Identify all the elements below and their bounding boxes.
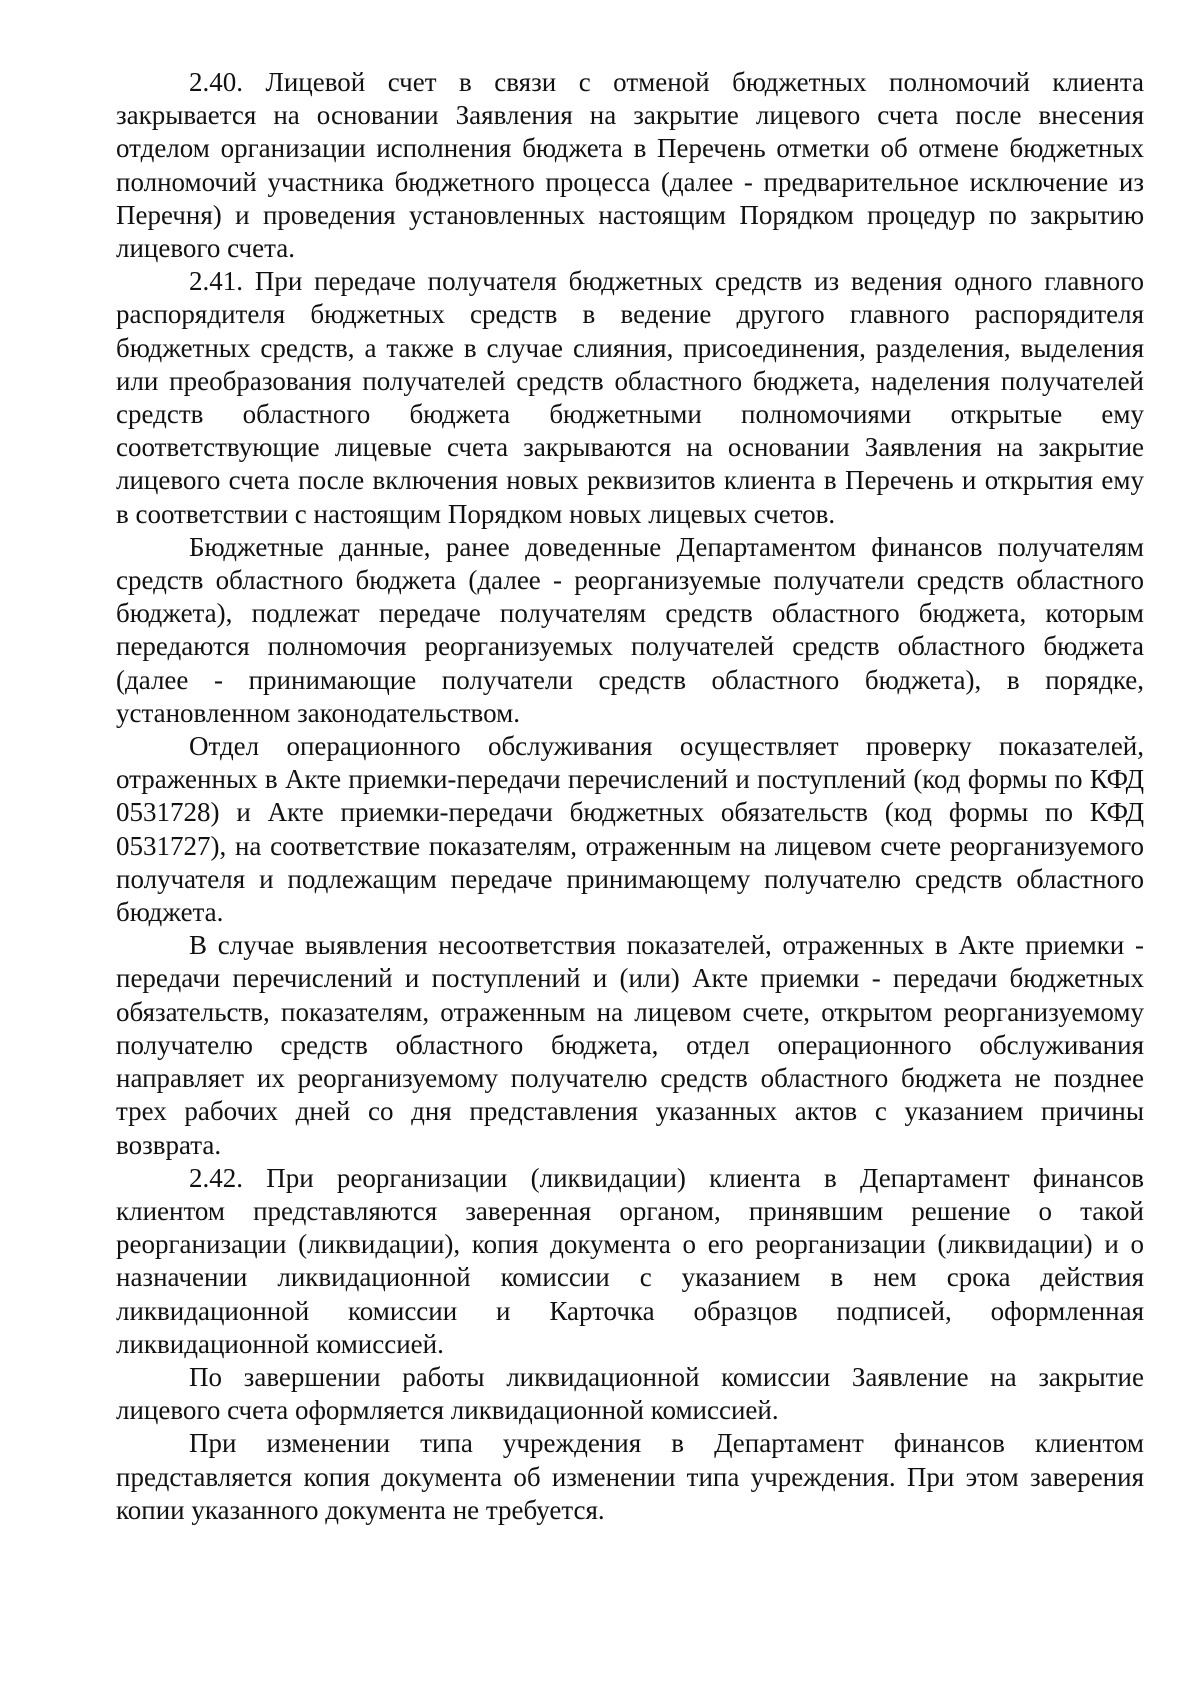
paragraph-2-41: 2.41. При передаче получателя бюджетных средств из ведения одного главного распорядителя бюджетных средств в ведение другого главного распорядителя бюджетных средств, а также в случае слияния, присоединения, разделения, выделения или преобразования получателей средств областного бюджета, наделения получателей средств областного бюджета бюджетными полномочиями открытые ему соответствующие лицевые счета закрываются на основании Заявления на закрытие лицевого счета после включения новых реквизитов клиента в Перечень и открытия ему в соответствии с настоящим Порядком новых лицевых счетов. — [116, 266, 1144, 529]
paragraph-2-40: 2.40. Лицевой счет в связи с отменой бюджетных полномочий клиента закрывается на основании Заявления на закрытие лицевого счета после внесения отделом организации исполнения бюджета в Перечень отметки об отмене бюджетных полномочий участника бюджетного процесса (далее - предварительное исключение из Перечня) и проведения установленных настоящим Порядком процедур по закрытию лицевого счета. — [116, 67, 1144, 264]
paragraph-2-42: 2.42. При реорганизации (ликвидации) клиента в Департамент финансов клиентом представляются заверенная органом, принявшим решение о такой реорганизации (ликвидации), копия документа о его реорганизации (ликвидации) и о назначении ликвидационной комиссии с указанием в нем срока действия ликвидационной комиссии и Карточка образцов подписей, оформленная ликвидационной комиссией. — [116, 1162, 1144, 1359]
paragraph-liquidation-completion: По завершении работы ликвидационной комиссии Заявление на закрытие лицевого счета оформляется ликвидационной комиссией. — [116, 1361, 1144, 1426]
document-body — [116, 66, 1144, 1527]
paragraph-mismatch: В случае выявления несоответствия показателей, отраженных в Акте приемки - передачи перечислений и поступлений и (или) Акте приемки - передачи бюджетных обязательств, показателям, отраженным на лицевом счете, открытом реорганизуемому получателю средств областного бюджета, отдел операционного обслуживания направляет их реорганизуемому получателю средств областного бюджета не позднее трех рабочих дней со дня представления указанных актов с указанием причины возврата. — [116, 930, 1144, 1160]
paragraph-institution-type-change: При изменении типа учреждения в Департамент финансов клиентом представляется копия документа об изменении типа учреждения. При этом заверения копии указанного документа не требуется. — [116, 1428, 1144, 1525]
paragraph-budget-data: Бюджетные данные, ранее доведенные Департаментом финансов получателям средств областного бюджета (далее - реорганизуемые получатели средств областного бюджета), подлежат передаче получателям средств областного бюджета, которым передаются полномочия реорганизуемых получателей средств областного бюджета (далее - принимающие получатели средств областного бюджета), в порядке, установленном законодательством. — [116, 531, 1144, 728]
paragraph-operational-check: Отдел операционного обслуживания осуществляет проверку показателей, отраженных в Акте приемки-передачи перечислений и поступлений (код формы по КФД 0531728) и Акте приемки-передачи бюджетных обязательств (код формы по КФД 0531727), на соответствие показателям, отраженным на лицевом счете реорганизуемого получателя и подлежащим передаче принимающему получателю средств областного бюджета. — [116, 731, 1144, 928]
